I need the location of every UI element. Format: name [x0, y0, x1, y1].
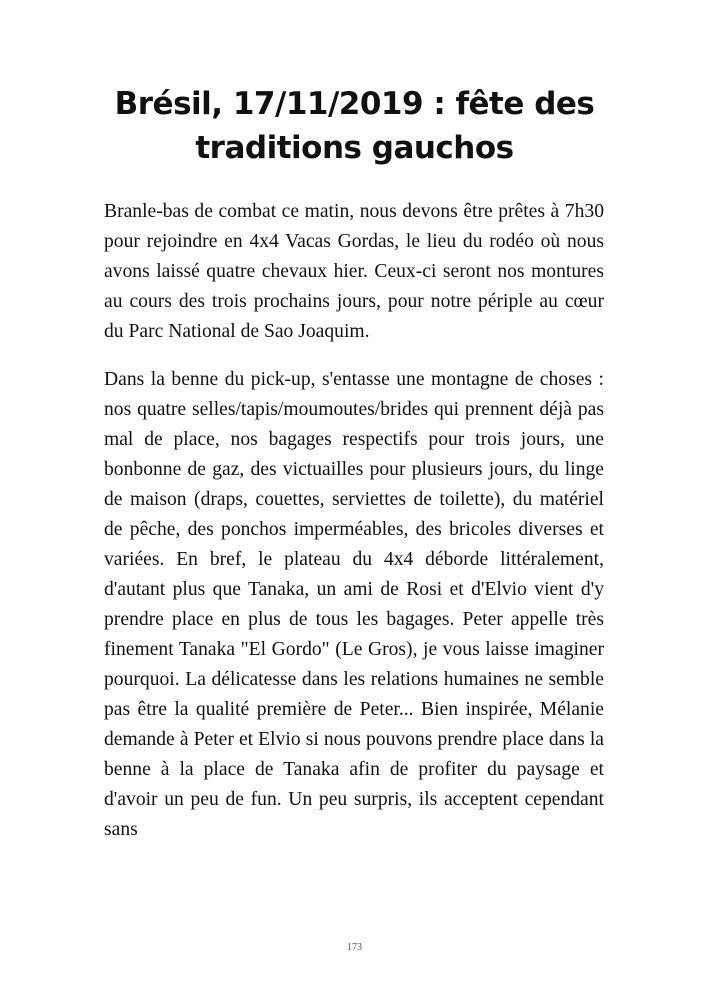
page-number: 173	[347, 942, 362, 953]
title-line-1: Brésil, 17/11/2019 : fête des	[114, 86, 595, 122]
paragraph-2: Dans la benne du pick-up, s'entasse une montagne de choses : nos quatre selles/tapis/moumoutes/brides qui prennent déjà pas mal de place, nos bagages respectifs pour trois jours, une bonbonne de gaz, des victuailles pour plusieurs jours, du linge de maison (draps, couettes, serviettes de toilette), du matériel de pêche, des ponchos imperméables, des bricoles diverses et variées. En bref, le plateau du 4x4 déborde littéralement, d'autant plus que Tanaka, un ami de Rosi et d'Elvio vient d'y prendre place en plus de tous les bagages. Peter appelle très finement Tanaka "El Gordo" (Le Gros), je vous laisse imaginer pourquoi. La délicatesse dans les relations humaines ne semble pas être la qualité première de Peter... Bien inspirée, Mélanie demande à Peter et Elvio si nous pouvons prendre place dans la benne à la place de Tanaka afin de profiter du paysage et d'avoir un peu de fun. Un peu surpris, ils acceptent cependant sans	[104, 369, 604, 840]
title-line-2: traditions gauchos	[195, 130, 514, 166]
paragraph-1: Branle-bas de combat ce matin, nous devons être prêtes à 7h30 pour rejoindre en 4x4 Vacas Gordas, le lieu du rodéo où nous avons laissé quatre chevaux hier. Ceux-ci seront nos montures au cours des trois prochains jours, pour notre périple au cœur du Parc National de Sao Joaquim.	[104, 201, 604, 342]
body-text	[104, 197, 604, 845]
page-title	[60, 82, 649, 170]
